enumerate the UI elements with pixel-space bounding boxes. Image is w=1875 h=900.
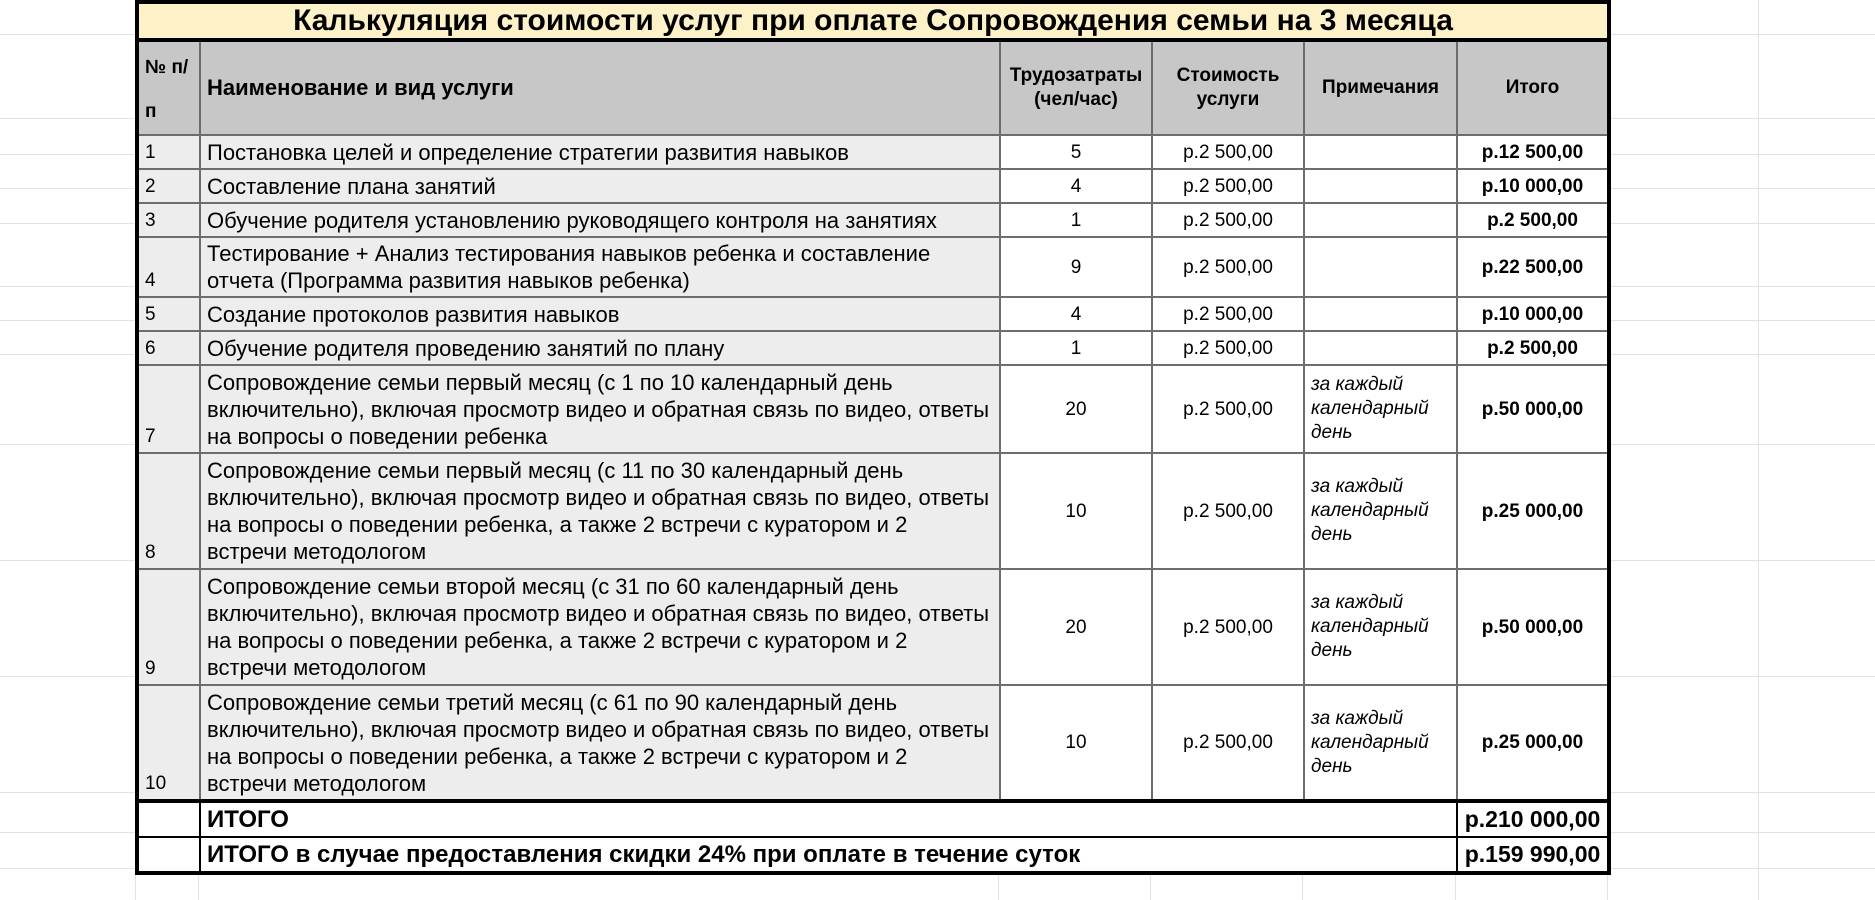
cell-note[interactable]: за каждый календарный день	[1304, 453, 1457, 569]
cell-cost[interactable]: р.2 500,00	[1152, 297, 1304, 331]
cell-total[interactable]: р.50 000,00	[1457, 569, 1609, 685]
cell-labor[interactable]: 10	[1000, 685, 1152, 801]
cell-total[interactable]: р.25 000,00	[1457, 685, 1609, 801]
header-total[interactable]: Итого	[1457, 40, 1609, 135]
total-label[interactable]: ИТОГО	[200, 801, 1457, 837]
cell-total[interactable]: р.2 500,00	[1457, 331, 1609, 365]
total-row-blank[interactable]	[137, 801, 200, 837]
cell-name[interactable]: Создание протоколов развития навыков	[200, 297, 1000, 331]
cell-cost[interactable]: р.2 500,00	[1152, 569, 1304, 685]
cell-total[interactable]: р.2 500,00	[1457, 203, 1609, 237]
cell-cost[interactable]: р.2 500,00	[1152, 237, 1304, 297]
cell-cost[interactable]: р.2 500,00	[1152, 135, 1304, 169]
cell-note[interactable]: за каждый календарный день	[1304, 685, 1457, 801]
cell-num[interactable]: 7	[137, 365, 200, 453]
cell-cost[interactable]: р.2 500,00	[1152, 453, 1304, 569]
cell-num[interactable]: 3	[137, 203, 200, 237]
cell-cost[interactable]: р.2 500,00	[1152, 203, 1304, 237]
table-row	[137, 685, 1609, 801]
cell-num[interactable]: 9	[137, 569, 200, 685]
header-num[interactable]: № п/п	[137, 40, 200, 135]
header-labor[interactable]: Трудозатраты (чел/час)	[1000, 40, 1152, 135]
header-row	[137, 40, 1609, 135]
table-row	[137, 331, 1609, 365]
cell-labor[interactable]: 9	[1000, 237, 1152, 297]
cell-name[interactable]: Сопровождение семьи первый месяц (с 1 по 10 календарный день включительно), включая просмотр видео и обратная связь по видео, ответы на вопросы о поведении ребенка	[200, 365, 1000, 453]
cell-name[interactable]: Постановка целей и определение стратегии развития навыков	[200, 135, 1000, 169]
discount-row	[137, 837, 1609, 873]
cell-total[interactable]: р.12 500,00	[1457, 135, 1609, 169]
cell-num[interactable]: 2	[137, 169, 200, 203]
cell-num[interactable]: 4	[137, 237, 200, 297]
cell-cost[interactable]: р.2 500,00	[1152, 331, 1304, 365]
cell-labor[interactable]: 1	[1000, 203, 1152, 237]
cell-name[interactable]: Обучение родителя проведению занятий по плану	[200, 331, 1000, 365]
cell-num[interactable]: 1	[137, 135, 200, 169]
cell-name[interactable]: Обучение родителя установлению руководящего контроля на занятиях	[200, 203, 1000, 237]
header-notes[interactable]: Примечания	[1304, 40, 1457, 135]
table-row	[137, 365, 1609, 453]
cell-note[interactable]: за каждый календарный день	[1304, 365, 1457, 453]
cost-table	[135, 0, 1611, 875]
table-row	[137, 135, 1609, 169]
cell-name[interactable]: Тестирование + Анализ тестирования навыков ребенка и составление отчета (Программа развития навыков ребенка)	[200, 237, 1000, 297]
cell-note[interactable]: за каждый календарный день	[1304, 569, 1457, 685]
table-title[interactable]: Калькуляция стоимости услуг при оплате Сопровождения семьи на 3 месяца	[137, 2, 1609, 40]
cell-labor[interactable]: 5	[1000, 135, 1152, 169]
cell-num[interactable]: 6	[137, 331, 200, 365]
total-value[interactable]: р.210 000,00	[1457, 801, 1609, 837]
cell-labor[interactable]: 4	[1000, 297, 1152, 331]
cell-note[interactable]	[1304, 203, 1457, 237]
cell-note[interactable]	[1304, 237, 1457, 297]
header-name[interactable]: Наименование и вид услуги	[200, 40, 1000, 135]
cell-total[interactable]: р.50 000,00	[1457, 365, 1609, 453]
discount-label[interactable]: ИТОГО в случае предоставления скидки 24% при оплате в течение суток	[200, 837, 1457, 873]
table-row	[137, 453, 1609, 569]
cell-name[interactable]: Сопровождение семьи второй месяц (с 31 по 60 календарный день включительно), включая просмотр видео и обратная связь по видео, ответы на вопросы о поведении ребенка, а также 2 встречи с куратором и 2 встречи методологом	[200, 569, 1000, 685]
cell-labor[interactable]: 1	[1000, 331, 1152, 365]
cell-total[interactable]: р.10 000,00	[1457, 297, 1609, 331]
table-row	[137, 297, 1609, 331]
cell-labor[interactable]: 20	[1000, 365, 1152, 453]
cell-total[interactable]: р.10 000,00	[1457, 169, 1609, 203]
cell-note[interactable]	[1304, 135, 1457, 169]
table-row	[137, 203, 1609, 237]
cell-cost[interactable]: р.2 500,00	[1152, 365, 1304, 453]
cell-note[interactable]	[1304, 169, 1457, 203]
cell-labor[interactable]: 4	[1000, 169, 1152, 203]
cell-name[interactable]: Сопровождение семьи первый месяц (с 11 по 30 календарный день включительно), включая просмотр видео и обратная связь по видео, ответы на вопросы о поведении ребенка, а также 2 встречи с куратором и 2 встречи методологом	[200, 453, 1000, 569]
cell-note[interactable]	[1304, 331, 1457, 365]
cell-name[interactable]: Сопровождение семьи третий месяц (с 61 по 90 календарный день включительно), включая просмотр видео и обратная связь по видео, ответы на вопросы о поведении ребенка, а также 2 встречи с куратором и 2 встречи методологом	[200, 685, 1000, 801]
discount-row-blank[interactable]	[137, 837, 200, 873]
cell-cost[interactable]: р.2 500,00	[1152, 685, 1304, 801]
total-row	[137, 801, 1609, 837]
discount-value[interactable]: р.159 990,00	[1457, 837, 1609, 873]
cell-cost[interactable]: р.2 500,00	[1152, 169, 1304, 203]
cell-labor[interactable]: 20	[1000, 569, 1152, 685]
cell-labor[interactable]: 10	[1000, 453, 1152, 569]
cell-num[interactable]: 8	[137, 453, 200, 569]
cell-note[interactable]	[1304, 297, 1457, 331]
table-row	[137, 569, 1609, 685]
table-row	[137, 237, 1609, 297]
header-cost[interactable]: Стоимость услуги	[1152, 40, 1304, 135]
cell-total[interactable]: р.22 500,00	[1457, 237, 1609, 297]
cell-total[interactable]: р.25 000,00	[1457, 453, 1609, 569]
cell-num[interactable]: 5	[137, 297, 200, 331]
table-row	[137, 169, 1609, 203]
cell-num[interactable]: 10	[137, 685, 200, 801]
cell-name[interactable]: Составление плана занятий	[200, 169, 1000, 203]
